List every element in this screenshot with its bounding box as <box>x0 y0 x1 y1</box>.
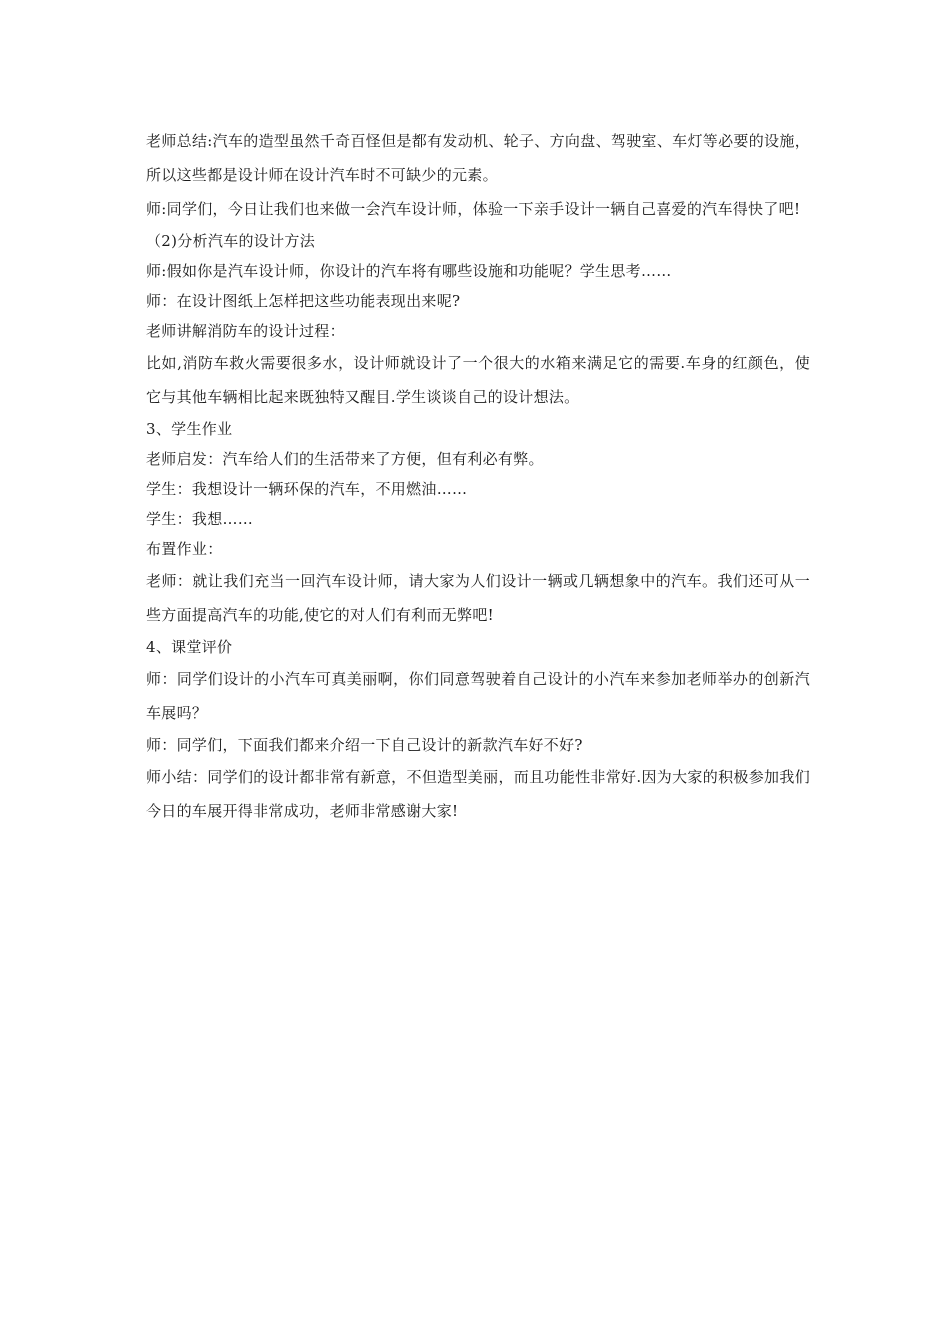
paragraph-teacher-drawing: 师：在设计图纸上怎样把这些功能表现出来呢? <box>146 292 461 310</box>
paragraph-teacher-inspire: 老师启发：汽车给人们的生活带来了方便，但有利必有弊。 <box>146 450 544 468</box>
paragraph-assign-homework: 布置作业： <box>146 540 223 558</box>
paragraph-fire-truck-example: 比如,消防车救火需要很多水，设计师就设计了一个很大的水箱来满足它的需要.车身的红颜色，使它与其他车辆相比起来既独特又醒目.学生谈谈自己的设计想法。 <box>146 354 810 406</box>
paragraph-teacher-conclusion: 师小结：同学们的设计都非常有新意，不但造型美丽，而且功能性非常好.因为大家的积极参加我们今日的车展开得非常成功，老师非常感谢大家! <box>146 768 810 820</box>
paragraph-teacher-praise: 师：同学们设计的小汽车可真美丽啊，你们同意驾驶着自己设计的小汽车来参加老师举办的创新汽车展吗？ <box>146 670 810 722</box>
paragraph-student-idea: 学生：我想…… <box>146 510 254 528</box>
document-body <box>146 124 810 828</box>
paragraph-student-eco-car: 学生：我想设计一辆环保的汽车，不用燃油…… <box>146 480 468 498</box>
section-heading-homework: 3、学生作业 <box>146 420 233 438</box>
section-heading-analysis: （2)分析汽车的设计方法 <box>146 232 315 250</box>
paragraph-teacher-invite: 师:同学们，今日让我们也来做一会汽车设计师，体验一下亲手设计一辆自己喜爱的汽车得快了吧! <box>146 200 801 218</box>
paragraph-fire-truck-intro: 老师讲解消防车的设计过程： <box>146 322 345 340</box>
section-heading-evaluation: 4、课堂评价 <box>146 638 233 656</box>
paragraph-teacher-assignment: 老师：就让我们充当一回汽车设计师，请大家为人们设计一辆或几辆想象中的汽车。我们还可从一些方面提高汽车的功能,使它的对人们有利而无弊吧! <box>146 572 810 624</box>
paragraph-teacher-introduce: 师：同学们，下面我们都来介绍一下自己设计的新款汽车好不好? <box>146 736 583 754</box>
paragraph-teacher-question: 师:假如你是汽车设计师，你设计的汽车将有哪些设施和功能呢？学生思考…… <box>146 262 672 280</box>
paragraph-teacher-summary: 老师总结:汽车的造型虽然千奇百怪但是都有发动机、轮子、方向盘、驾驶室、车灯等必要的设施，所以这些都是设计师在设计汽车时不可缺少的元素。 <box>146 132 810 184</box>
